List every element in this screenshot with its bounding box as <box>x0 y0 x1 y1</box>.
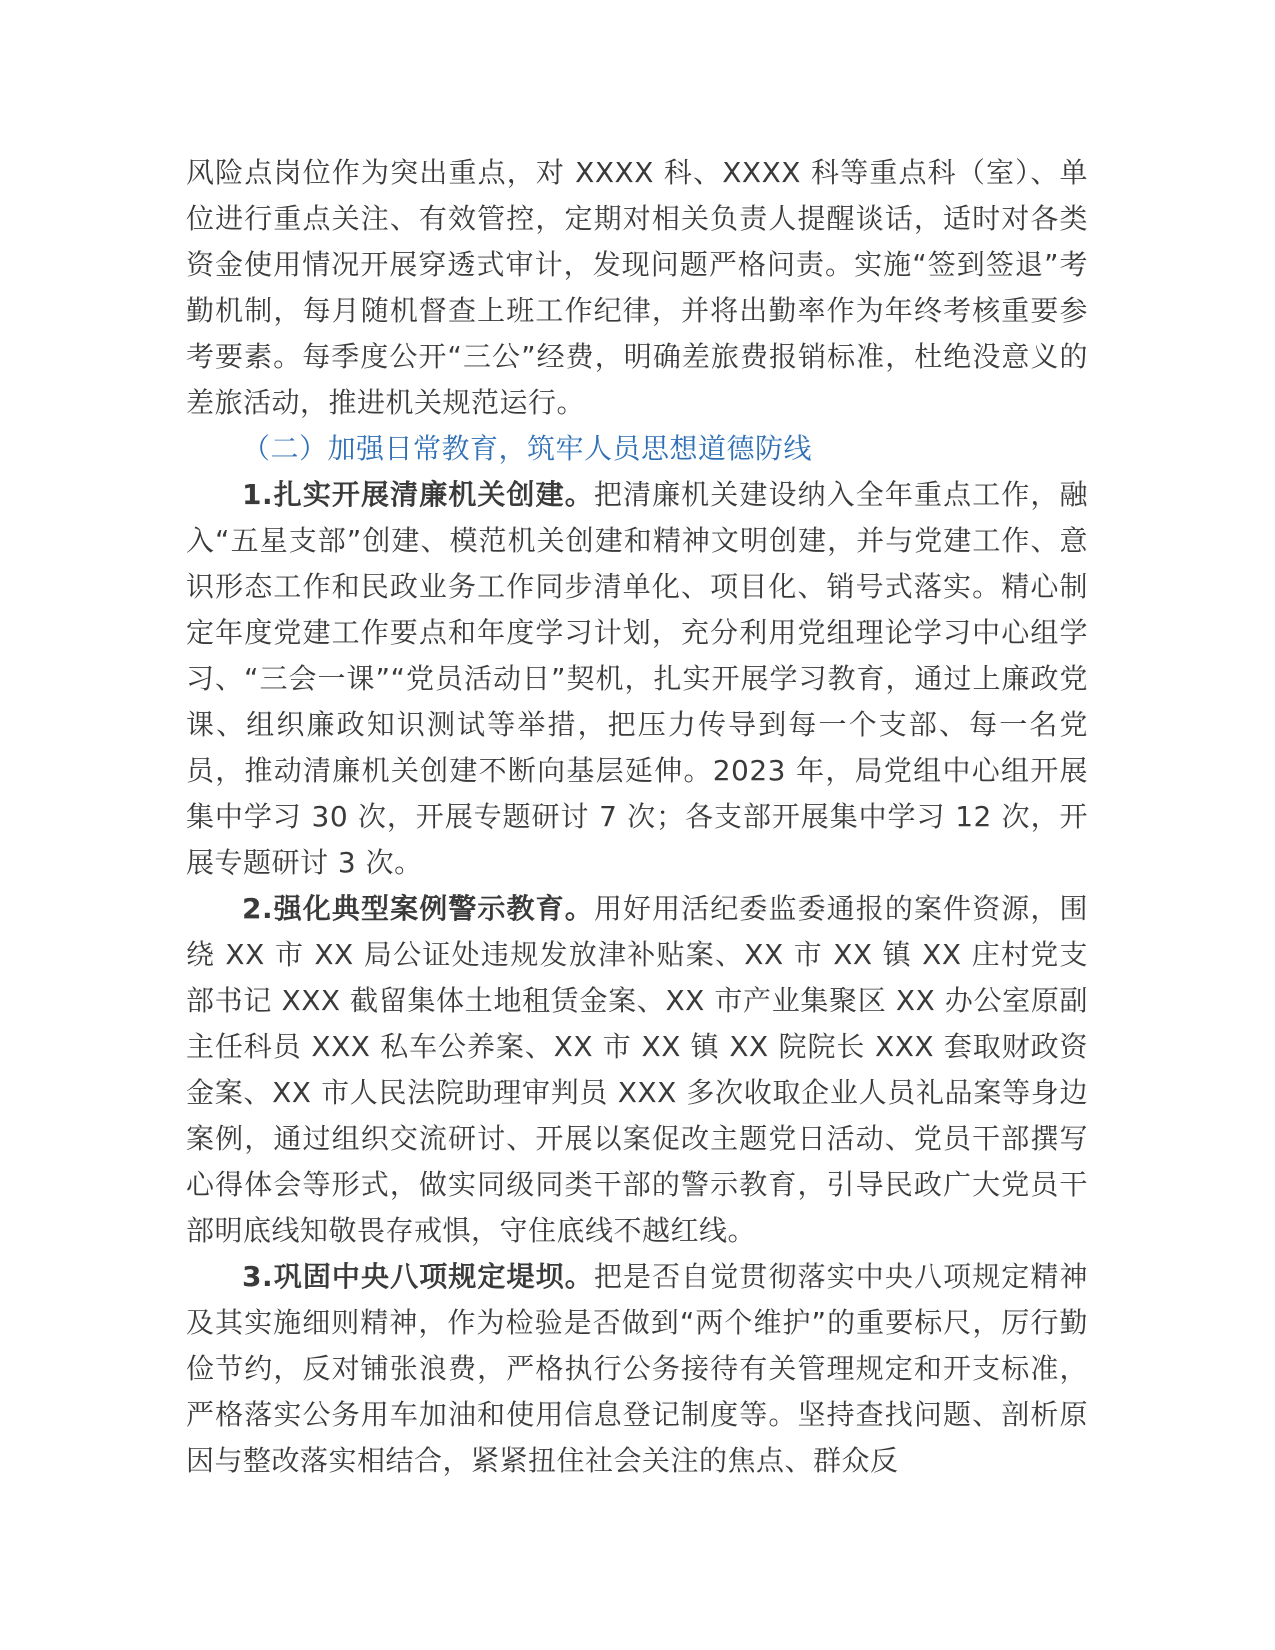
continuation-paragraph: 风险点岗位作为突出重点，对 XXXX 科、XXXX 科等重点科（室）、单位进行重点关注、有效管控，定期对相关负责人提醒谈话，适时对各类资金使用情况开展穿透式审计，发现问题严格问责。实施“签到签退”考勤机制，每月随机督查上班工作纪律，并将出勤率作为年终考核重要参考要素。每季度公开“三公”经费，明确差旅费报销标准，杜绝没意义的差旅活动，推进机关规范运行。 <box>186 156 1088 419</box>
document-body <box>186 150 1088 1484</box>
item-body-3: 把是否自觉贯彻落实中央八项规定精神及其实施细则精神，作为检验是否做到“两个维护”的重要标尺，厉行勤俭节约，反对铺张浪费，严格执行公务接待有关管理规定和开支标准，严格落实公务用车加油和使用信息登记制度等。坚持查找问题、剖析原因与整改落实相结合，紧紧扭住社会关注的焦点、群众反 <box>186 1260 1088 1477</box>
item-lead-2: 2.强化典型案例警示教育。 <box>242 892 594 925</box>
item-lead-3: 3.巩固中央八项规定堤坝。 <box>242 1260 594 1293</box>
item-paragraph-1 <box>186 472 1088 886</box>
item-lead-1: 1.扎实开展清廉机关创建。 <box>242 478 594 511</box>
item-body-2: 用好用活纪委监委通报的案件资源，围绕 XX 市 XX 局公证处违规发放津补贴案、XX 市 XX 镇 XX 庄村党支部书记 XXX 截留集体土地租赁金案、XX 市产业集聚区 XX 办公室原副主任科员 XXX 私车公养案、XX 市 XX 镇 XX 院院长 XXX 套取财政资金案、XX 市人民法院助理审判员 XXX 多次收取企业人员礼品案等身边案例，通过组织交流研讨、开展以案促改主题党日活动、党员干部撰写心得体会等形式，做实同级同类干部的警示教育，引导民政广大党员干部明底线知敬畏存戒惧，守住底线不越红线。 <box>186 892 1088 1247</box>
item-paragraph-2 <box>186 886 1088 1254</box>
item-body-1: 把清廉机关建设纳入全年重点工作，融入“五星支部”创建、模范机关创建和精神文明创建，并与党建工作、意识形态工作和民政业务工作同步清单化、项目化、销号式落实。精心制定年度党建工作要点和年度学习计划，充分利用党组理论学习中心组学习、“三会一课”“党员活动日”契机，扎实开展学习教育，通过上廉政党课、组织廉政知识测试等举措，把压力传导到每一个支部、每一名党员，推动清廉机关创建不断向基层延伸。2023 年，局党组中心组开展集中学习 30 次，开展专题研讨 7 次；各支部开展集中学习 12 次，开展专题研讨 3 次。 <box>186 478 1088 879</box>
item-paragraph-3 <box>186 1254 1088 1484</box>
section-heading: （二）加强日常教育，筑牢人员思想道德防线 <box>242 432 813 465</box>
